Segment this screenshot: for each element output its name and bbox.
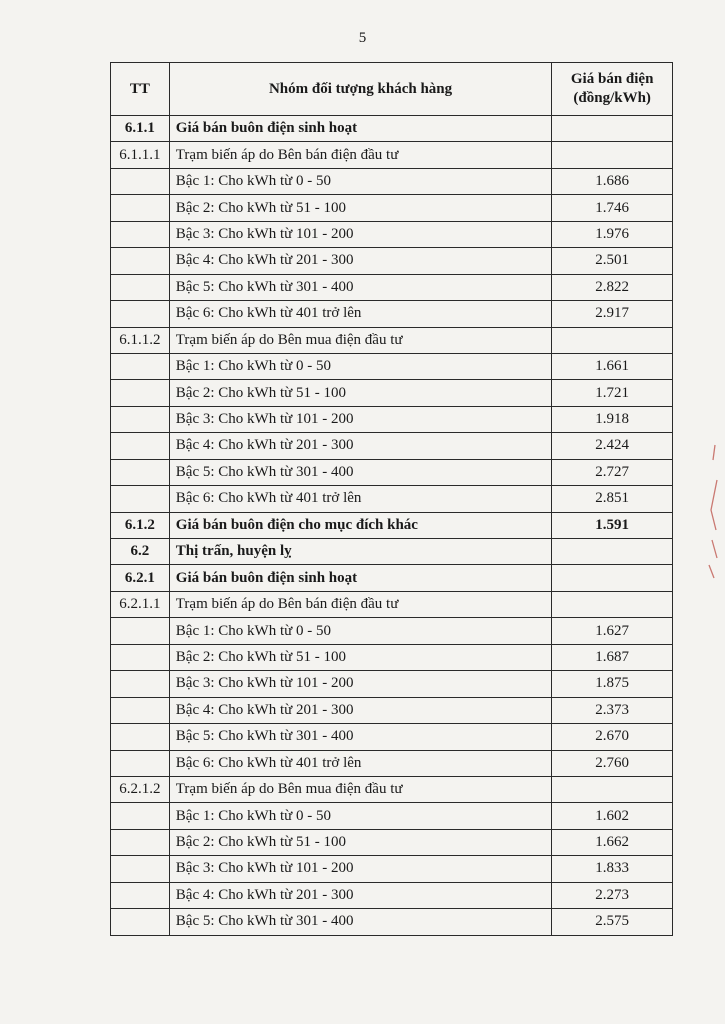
row-tt	[111, 909, 170, 935]
row-customer-group: Bậc 6: Cho kWh từ 401 trở lên	[169, 486, 552, 512]
row-price: 1.687	[552, 644, 673, 670]
row-tt: 6.2.1.1	[111, 591, 170, 617]
header-price	[552, 63, 673, 116]
row-customer-group: Bậc 2: Cho kWh từ 51 - 100	[169, 380, 552, 406]
row-customer-group: Bậc 2: Cho kWh từ 51 - 100	[169, 829, 552, 855]
row-tt	[111, 195, 170, 221]
row-customer-group: Bậc 3: Cho kWh từ 101 - 200	[169, 221, 552, 247]
row-price	[552, 327, 673, 353]
row-tt	[111, 671, 170, 697]
table-row	[111, 142, 673, 168]
table-row	[111, 327, 673, 353]
row-customer-group: Bậc 4: Cho kWh từ 201 - 300	[169, 433, 552, 459]
row-price: 1.976	[552, 221, 673, 247]
row-price	[552, 776, 673, 802]
row-customer-group: Giá bán buôn điện sinh hoạt	[169, 565, 552, 591]
row-tt: 6.2	[111, 539, 170, 565]
row-customer-group: Bậc 1: Cho kWh từ 0 - 50	[169, 353, 552, 379]
row-price: 2.917	[552, 301, 673, 327]
row-customer-group: Bậc 6: Cho kWh từ 401 trở lên	[169, 750, 552, 776]
row-price: 2.373	[552, 697, 673, 723]
row-tt	[111, 380, 170, 406]
row-customer-group: Bậc 4: Cho kWh từ 201 - 300	[169, 882, 552, 908]
row-tt	[111, 618, 170, 644]
electricity-tariff-table	[110, 62, 673, 936]
header-price-line1: Giá bán điện	[570, 71, 654, 87]
row-price: 2.760	[552, 750, 673, 776]
row-customer-group: Bậc 6: Cho kWh từ 401 trở lên	[169, 301, 552, 327]
table-row	[111, 591, 673, 617]
table-row	[111, 618, 673, 644]
row-tt	[111, 697, 170, 723]
row-price: 1.875	[552, 671, 673, 697]
table-row	[111, 301, 673, 327]
row-price: 1.662	[552, 829, 673, 855]
row-price: 2.822	[552, 274, 673, 300]
row-price: 1.918	[552, 406, 673, 432]
row-price: 1.591	[552, 512, 673, 538]
table-row	[111, 459, 673, 485]
row-price: 2.851	[552, 486, 673, 512]
table-row	[111, 221, 673, 247]
row-tt	[111, 803, 170, 829]
row-price	[552, 539, 673, 565]
row-tt: 6.2.1	[111, 565, 170, 591]
row-price: 1.602	[552, 803, 673, 829]
row-customer-group: Thị trấn, huyện lỵ	[169, 539, 552, 565]
row-customer-group: Trạm biến áp do Bên bán điện đầu tư	[169, 591, 552, 617]
row-price: 2.727	[552, 459, 673, 485]
table-header-row	[111, 63, 673, 116]
table-row	[111, 909, 673, 935]
row-tt	[111, 301, 170, 327]
row-price: 2.575	[552, 909, 673, 935]
row-tt: 6.1.2	[111, 512, 170, 538]
row-customer-group: Bậc 5: Cho kWh từ 301 - 400	[169, 459, 552, 485]
table-row	[111, 274, 673, 300]
row-tt: 6.1.1.2	[111, 327, 170, 353]
table-row	[111, 539, 673, 565]
row-customer-group: Trạm biến áp do Bên mua điện đầu tư	[169, 327, 552, 353]
row-customer-group: Bậc 2: Cho kWh từ 51 - 100	[169, 644, 552, 670]
table-row	[111, 644, 673, 670]
header-tt: TT	[111, 63, 170, 116]
row-tt	[111, 750, 170, 776]
row-price: 2.273	[552, 882, 673, 908]
table-row	[111, 195, 673, 221]
row-customer-group: Bậc 2: Cho kWh từ 51 - 100	[169, 195, 552, 221]
table-row	[111, 671, 673, 697]
row-tt	[111, 433, 170, 459]
page-number: 5	[358, 30, 367, 46]
table-row	[111, 697, 673, 723]
row-customer-group: Giá bán buôn điện cho mục đích khác	[169, 512, 552, 538]
table-row	[111, 380, 673, 406]
row-customer-group: Bậc 3: Cho kWh từ 101 - 200	[169, 406, 552, 432]
row-customer-group: Trạm biến áp do Bên mua điện đầu tư	[169, 776, 552, 802]
row-tt	[111, 459, 170, 485]
margin-signature-mark	[705, 440, 721, 580]
row-tt	[111, 486, 170, 512]
table-row	[111, 829, 673, 855]
row-customer-group: Bậc 4: Cho kWh từ 201 - 300	[169, 248, 552, 274]
row-price: 1.627	[552, 618, 673, 644]
row-customer-group: Bậc 4: Cho kWh từ 201 - 300	[169, 697, 552, 723]
row-tt	[111, 724, 170, 750]
row-tt	[111, 882, 170, 908]
table-row	[111, 724, 673, 750]
row-customer-group: Bậc 3: Cho kWh từ 101 - 200	[169, 856, 552, 882]
row-tt	[111, 406, 170, 432]
header-customer-group: Nhóm đối tượng khách hàng	[169, 63, 552, 116]
row-customer-group: Giá bán buôn điện sinh hoạt	[169, 116, 552, 142]
row-customer-group: Bậc 1: Cho kWh từ 0 - 50	[169, 168, 552, 194]
table-row	[111, 750, 673, 776]
table-row	[111, 776, 673, 802]
row-tt	[111, 644, 170, 670]
table-row	[111, 168, 673, 194]
row-tt	[111, 248, 170, 274]
table-row	[111, 565, 673, 591]
row-customer-group: Bậc 5: Cho kWh từ 301 - 400	[169, 724, 552, 750]
row-price: 1.746	[552, 195, 673, 221]
row-price: 2.670	[552, 724, 673, 750]
table-row	[111, 353, 673, 379]
row-price: 1.721	[552, 380, 673, 406]
row-customer-group: Trạm biến áp do Bên bán điện đầu tư	[169, 142, 552, 168]
table-body	[111, 116, 673, 936]
row-tt	[111, 274, 170, 300]
row-customer-group: Bậc 1: Cho kWh từ 0 - 50	[169, 803, 552, 829]
row-price: 1.686	[552, 168, 673, 194]
row-price	[552, 142, 673, 168]
row-price	[552, 565, 673, 591]
table-row	[111, 512, 673, 538]
row-tt	[111, 168, 170, 194]
table-row	[111, 882, 673, 908]
row-price	[552, 116, 673, 142]
row-customer-group: Bậc 3: Cho kWh từ 101 - 200	[169, 671, 552, 697]
row-price: 2.424	[552, 433, 673, 459]
row-tt	[111, 221, 170, 247]
row-tt: 6.2.1.2	[111, 776, 170, 802]
row-price: 1.661	[552, 353, 673, 379]
row-price	[552, 591, 673, 617]
row-price: 1.833	[552, 856, 673, 882]
table-row	[111, 116, 673, 142]
table-row	[111, 248, 673, 274]
table-row	[111, 433, 673, 459]
row-customer-group: Bậc 5: Cho kWh từ 301 - 400	[169, 909, 552, 935]
row-tt: 6.1.1.1	[111, 142, 170, 168]
row-customer-group: Bậc 1: Cho kWh từ 0 - 50	[169, 618, 552, 644]
table-row	[111, 803, 673, 829]
header-price-line2: (đồng/kWh)	[573, 90, 651, 106]
table-row	[111, 486, 673, 512]
row-tt: 6.1.1	[111, 116, 170, 142]
row-tt	[111, 856, 170, 882]
row-price: 2.501	[552, 248, 673, 274]
row-tt	[111, 829, 170, 855]
row-tt	[111, 353, 170, 379]
table-row	[111, 856, 673, 882]
row-customer-group: Bậc 5: Cho kWh từ 301 - 400	[169, 274, 552, 300]
table-row	[111, 406, 673, 432]
